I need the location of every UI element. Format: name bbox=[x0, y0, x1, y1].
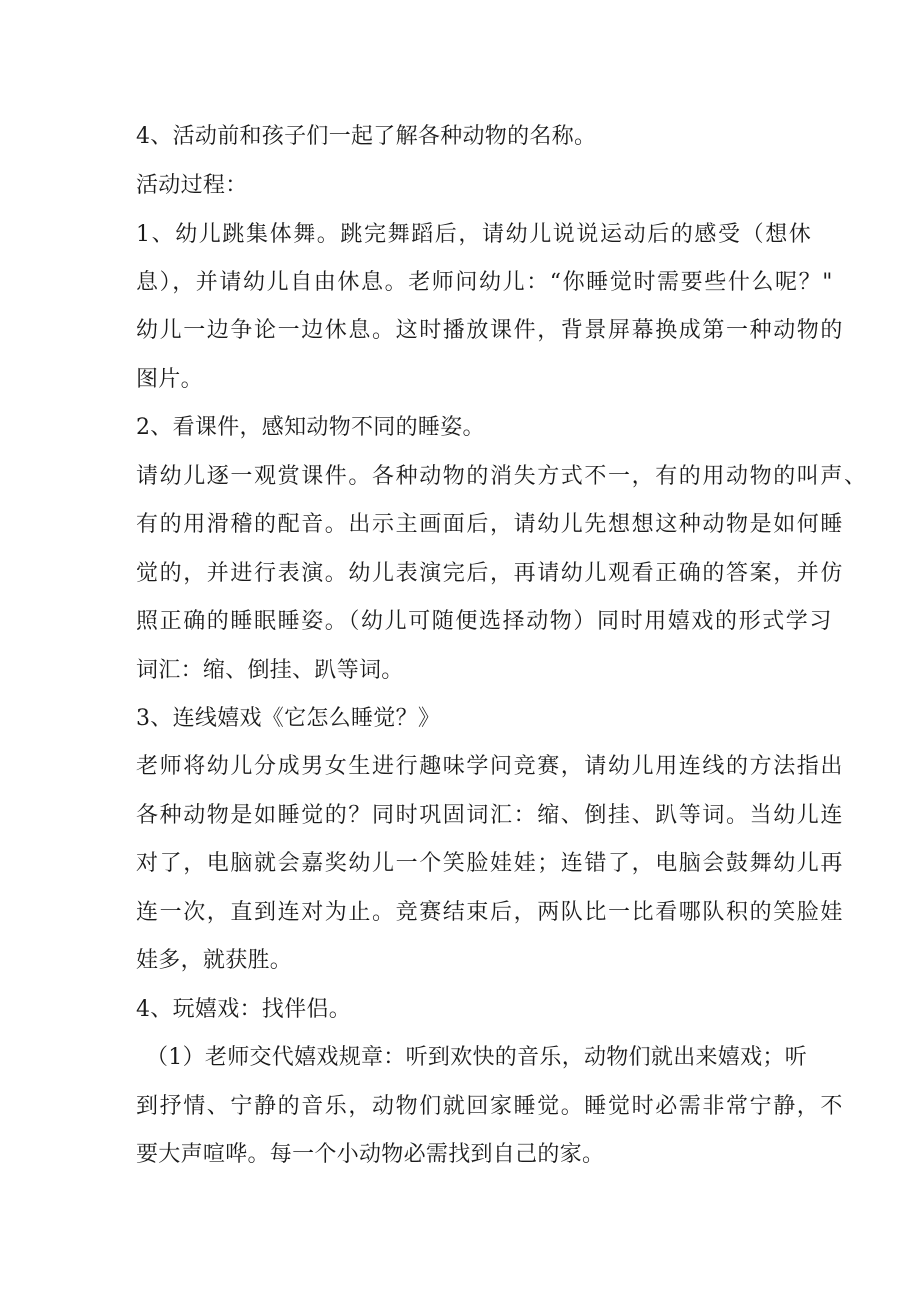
paragraph-line: 幼儿一边争论一边休息。这时播放课件，背景屏幕换成第一种动物的 bbox=[136, 318, 845, 343]
paragraph-line: 连一次，直到连对为止。竞赛结束后，两队比一比看哪队积的笑脸娃 bbox=[136, 900, 845, 925]
paragraph-line: 觉的，并进行表演。幼儿表演完后，再请幼儿观看正确的答案，并仿 bbox=[136, 561, 845, 586]
paragraph-line: 1、幼儿跳集体舞。跳完舞蹈后，请幼儿说说运动后的感受（想休 bbox=[136, 222, 813, 247]
section-heading: 活动过程： bbox=[136, 173, 248, 198]
paragraph-line: 对了，电脑就会嘉奖幼儿一个笑脸娃娃；连错了，电脑会鼓舞幼儿再 bbox=[136, 851, 845, 876]
paragraph-line: 照正确的睡眠睡姿。（幼儿可随便选择动物）同时用嬉戏的形式学习 bbox=[136, 609, 834, 634]
step-heading: 2、看课件，感知动物不同的睡姿。 bbox=[136, 415, 485, 440]
paragraph-line: 娃多，就获胜。 bbox=[136, 948, 293, 973]
paragraph-line: （1）老师交代嬉戏规章：听到欢快的音乐，动物们就出来嬉戏；听 bbox=[146, 1045, 807, 1070]
paragraph-line: 要大声喧哗。每一个小动物必需找到自己的家。 bbox=[136, 1142, 605, 1167]
paragraph-line: 到抒情、宁静的音乐，动物们就回家睡觉。睡觉时必需非常宁静，不 bbox=[136, 1094, 845, 1119]
step-heading: 3、连线嬉戏《它怎么睡觉？》 bbox=[136, 706, 441, 731]
paragraph-line: 图片。 bbox=[136, 367, 203, 392]
paragraph-line: 词汇：缩、倒挂、趴等词。 bbox=[136, 658, 404, 683]
paragraph-line: 请幼儿逐一观赏课件。各种动物的消失方式不一，有的用动物的叫声、 bbox=[136, 464, 868, 489]
paragraph-line: 各种动物是如睡觉的？同时巩固词汇：缩、倒挂、趴等词。当幼儿连 bbox=[136, 803, 845, 828]
paragraph-line: 老师将幼儿分成男女生进行趣味学问竞赛，请幼儿用连线的方法指出 bbox=[136, 754, 845, 779]
paragraph-line: 4、活动前和孩子们一起了解各种动物的名称。 bbox=[136, 124, 597, 149]
step-heading: 4、玩嬉戏：找伴侣。 bbox=[136, 997, 351, 1022]
paragraph-line: 有的用滑稽的配音。出示主画面后，请幼儿先想想这种动物是如何睡 bbox=[136, 512, 845, 537]
paragraph-line: 息），并请幼儿自由休息。老师问幼儿：“你睡觉时需要些什么呢？" bbox=[136, 270, 834, 295]
